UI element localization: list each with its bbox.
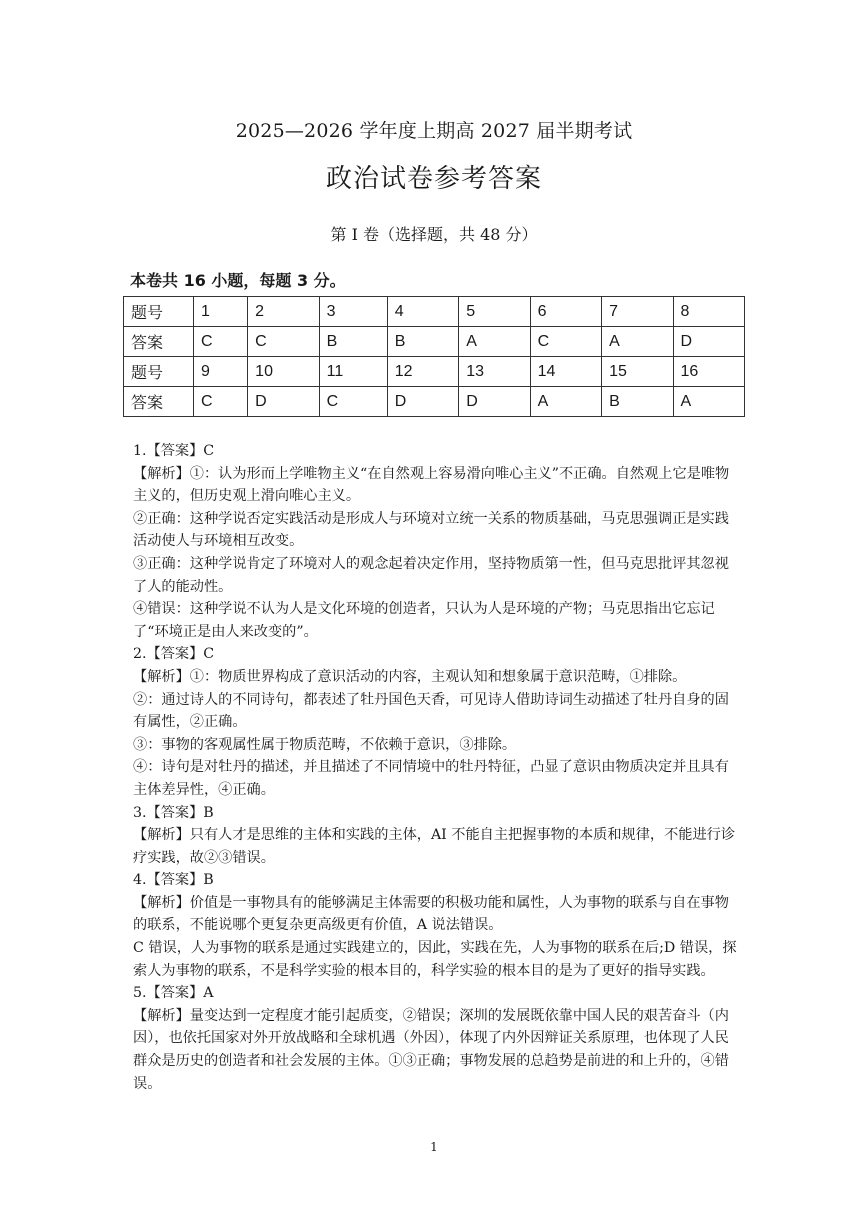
explanation-paragraph: ②：通过诗人的不同诗句，都表述了牡丹国色天香，可见诗人借助诗词生动描述了牡丹自身的固有属性，②正确。 bbox=[133, 691, 729, 731]
explanation-paragraph: ④错误：这种学说不认为人是文化环境的创造者，只认为人是环境的产物；马克思指出它忘记了“环境正是由人来改变的”。 bbox=[133, 601, 715, 640]
table-cell: C bbox=[194, 327, 248, 357]
table-cell: B bbox=[387, 327, 458, 357]
table-cell: C bbox=[194, 387, 248, 417]
table-row bbox=[124, 357, 745, 387]
table-cell: 6 bbox=[530, 297, 601, 327]
table-cell: B bbox=[319, 327, 387, 357]
explanations bbox=[133, 440, 741, 1095]
table-cell: 16 bbox=[673, 357, 745, 387]
table-cell: 8 bbox=[673, 297, 745, 327]
table-caption: 本卷共 16 小题，每题 3 分。 bbox=[130, 271, 346, 290]
row-label: 题号 bbox=[124, 297, 194, 327]
table-cell: 15 bbox=[602, 357, 673, 387]
table-cell: D bbox=[248, 387, 319, 417]
table-cell: 4 bbox=[387, 297, 458, 327]
answer-heading: 1.【答案】C bbox=[133, 443, 215, 459]
table-cell: 10 bbox=[248, 357, 319, 387]
explanation-paragraph: C 错误，人为事物的联系是通过实践建立的，因此，实践在先，人为事物的联系在后;D 错误，探索人为事物的联系，不是科学实验的根本目的，科学实验的根本目的是为了更好的指导实践。 bbox=[133, 940, 737, 979]
table-cell: C bbox=[248, 327, 319, 357]
section-title: 第 I 卷（选择题，共 48 分） bbox=[330, 225, 538, 244]
row-label: 答案 bbox=[124, 387, 194, 417]
table-cell: 7 bbox=[602, 297, 673, 327]
explanation-paragraph: ③：事物的客观属性属于物质范畴，不依赖于意识，③排除。 bbox=[133, 736, 517, 753]
table-row bbox=[124, 327, 745, 357]
explanation-paragraph: 【解析】①：物质世界构成了意识活动的内容，主观认知和想象属于意识范畴，①排除。 bbox=[133, 668, 687, 685]
table-cell: D bbox=[459, 387, 530, 417]
explanation-paragraph: ②正确：这种学说否定实践活动是形成人与环境对立统一关系的物质基础，马克思强调正是实践活动使人与环境相互改变。 bbox=[133, 510, 729, 550]
explanation-paragraph: 【解析】量变达到一定程度才能引起质变，②错误；深圳的发展既依靠中国人民的艰苦奋斗（内因），也依托国家对外开放战略和全球机遇（外因），体现了内外因辩证关系原理，也体现了人民群众是历史的创造者和社会发展的主体。①③正确；事物发展的总趋势是前进的和上升的，④错误。 bbox=[133, 1007, 729, 1092]
table-cell: 1 bbox=[194, 297, 248, 327]
table-row bbox=[124, 297, 745, 327]
explanation-paragraph: 【解析】价值是一事物具有的能够满足主体需要的积极功能和属性，人为事物的联系与自在事物的联系，不能说哪个更复杂更高级更有价值，A 说法错误。 bbox=[133, 894, 729, 934]
table-cell: C bbox=[319, 387, 387, 417]
page-number: 1 bbox=[430, 1140, 438, 1154]
table-cell: 13 bbox=[459, 357, 530, 387]
table-cell: 11 bbox=[319, 357, 387, 387]
answer-table bbox=[123, 296, 745, 417]
table-cell: 9 bbox=[194, 357, 248, 387]
table-cell: D bbox=[387, 387, 458, 417]
table-cell: C bbox=[530, 327, 601, 357]
row-label: 题号 bbox=[124, 357, 194, 387]
answer-heading: 2.【答案】C bbox=[133, 646, 215, 663]
table-cell: A bbox=[673, 387, 745, 417]
table-cell: 2 bbox=[248, 297, 319, 327]
explanation-paragraph: 【解析】①：认为形而上学唯物主义“在自然观上容易滑向唯心主义”不正确。自然观上它是唯物主义的，但历史观上滑向唯心主义。 bbox=[133, 465, 730, 505]
row-label: 答案 bbox=[124, 327, 194, 357]
table-cell: 5 bbox=[459, 297, 530, 327]
table-cell: A bbox=[602, 327, 673, 357]
table-cell: 12 bbox=[387, 357, 458, 387]
table-cell: A bbox=[530, 387, 601, 417]
explanation-paragraph: 【解析】只有人才是思维的主体和实践的主体，AI 不能自主把握事物的本质和规律，不能进行诊疗实践，故②③错误。 bbox=[133, 827, 736, 866]
document-title: 政治试卷参考答案 bbox=[325, 164, 542, 194]
table-cell: A bbox=[459, 327, 530, 357]
table-cell: 3 bbox=[319, 297, 387, 327]
answer-heading: 5.【答案】A bbox=[133, 985, 214, 1002]
table-cell: 14 bbox=[530, 357, 601, 387]
answer-heading: 4.【答案】B bbox=[133, 872, 214, 889]
answer-heading: 3.【答案】B bbox=[133, 804, 214, 821]
explanation-paragraph: ④：诗句是对牡丹的描述，并且描述了不同情境中的牡丹特征，凸显了意识由物质决定并且具有主体差异性，④正确。 bbox=[133, 759, 729, 798]
table-cell: B bbox=[602, 387, 673, 417]
exam-title: 2025—2026 学年度上期高 2027 届半期考试 bbox=[235, 120, 633, 142]
table-cell: D bbox=[673, 327, 745, 357]
explanation-paragraph: ③正确：这种学说肯定了环境对人的观念起着决定作用，坚持物质第一性，但马克思批评其忽视了人的能动性。 bbox=[133, 555, 729, 595]
table-row bbox=[124, 387, 745, 417]
